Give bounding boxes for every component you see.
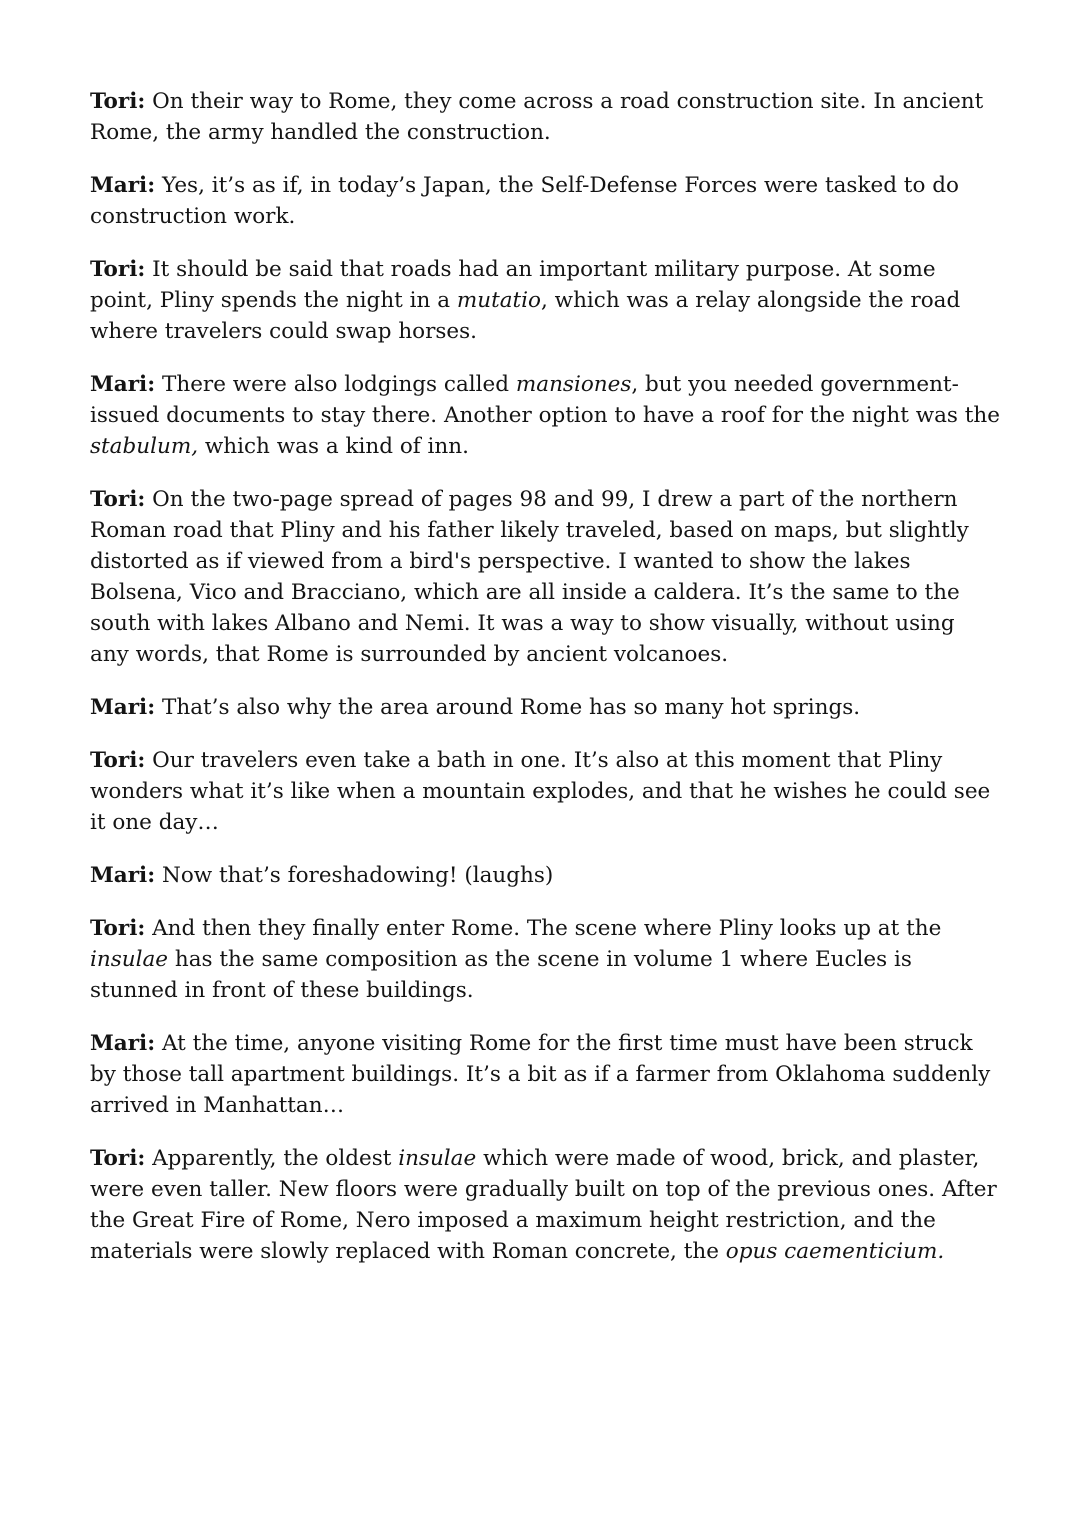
dialogue-text: Now that’s foreshadowing! (laughs) — [155, 863, 554, 888]
italic-term: mutatio — [456, 288, 541, 313]
dialogue-text: On the two-page spread of pages 98 and 99, I drew a part of the northern Roman road that Pliny and his father likely traveled, based on maps, but slightly distorted as if viewed from a bird's perspective. I wanted to show the lakes Bolsena, Vico and Bracciano, which are all inside a caldera. It’s the same to the south with lakes Albano and Nemi. It was a way to show visually, without using any words, that Rome is surrounded by ancient volcanoes. — [90, 487, 969, 667]
dialogue-text: And then they finally enter Rome. The scene where Pliny looks up at the — [145, 916, 942, 941]
speaker-label: Mari: — [90, 1031, 156, 1056]
dialogue-text: There were also lodgings called — [155, 372, 516, 397]
speaker-label: Mari: — [90, 372, 156, 397]
dialogue-text: which was a kind of inn. — [198, 434, 469, 459]
italic-term: stabulum, — [90, 434, 199, 459]
speaker-label: Tori: — [90, 1146, 146, 1171]
dialogue-text: has the same composition as the scene in volume 1 where Eucles is stunned in front of these buildings. — [90, 947, 912, 1003]
dialogue-paragraph — [90, 1143, 1000, 1267]
dialogue-text: On their way to Rome, they come across a road construction site. In ancient Rome, the army handled the construction. — [90, 89, 984, 145]
speaker-label: Tori: — [90, 916, 146, 941]
dialogue-paragraph — [90, 913, 1000, 1006]
speaker-label: Mari: — [90, 863, 156, 888]
italic-term: mansiones — [515, 372, 632, 397]
italic-term: insulae — [398, 1146, 477, 1171]
dialogue-paragraph — [90, 745, 1000, 838]
dialogue-text: Our travelers even take a bath in one. It’s also at this moment that Pliny wonders what it’s like when a mountain explodes, and that he wishes he could see it one day… — [90, 748, 991, 835]
dialogue-text: It should be said that roads had an important military purpose. At some point, Pliny spends the night in a — [90, 257, 936, 313]
dialogue-text: At the time, anyone visiting Rome for the first time must have been struck by those tall apartment buildings. It’s a bit as if a farmer from Oklahoma suddenly arrived in Manhattan… — [90, 1031, 991, 1118]
speaker-label: Tori: — [90, 748, 146, 773]
speaker-label: Tori: — [90, 257, 146, 282]
dialogue-text: That’s also why the area around Rome has so many hot springs. — [155, 695, 861, 720]
dialogue-paragraph — [90, 86, 1000, 148]
italic-term: opus caementicium. — [725, 1239, 945, 1264]
dialogue-paragraph — [90, 1028, 1000, 1121]
dialogue-text: which were made of wood, brick, and plaster, were even taller. New floors were gradually built on top of the previous ones. After the Great Fire of Rome, Nero imposed a maximum height restriction, and the materials were slowly replaced with Roman concrete, the — [90, 1146, 997, 1264]
dialogue-text: Yes, it’s as if, in today’s Japan, the Self-Defense Forces were tasked to do construction work. — [90, 173, 959, 229]
dialogue-paragraph — [90, 369, 1000, 462]
speaker-label: Mari: — [90, 173, 156, 198]
dialogue-text: , but you needed government-issued documents to stay there. Another option to have a roof for the night was the — [90, 372, 1000, 428]
dialogue-paragraph — [90, 860, 1000, 891]
italic-term: insulae — [90, 947, 169, 972]
speaker-label: Mari: — [90, 695, 156, 720]
dialogue-text: Apparently, the oldest — [145, 1146, 399, 1171]
dialogue-paragraph — [90, 692, 1000, 723]
speaker-label: Tori: — [90, 89, 146, 114]
speaker-label: Tori: — [90, 487, 146, 512]
dialogue-paragraph — [90, 254, 1000, 347]
dialogue-paragraph — [90, 170, 1000, 232]
document-page — [90, 86, 1000, 1289]
dialogue-paragraph — [90, 484, 1000, 670]
dialogue-text: , which was a relay alongside the road where travelers could swap horses. — [90, 288, 961, 344]
